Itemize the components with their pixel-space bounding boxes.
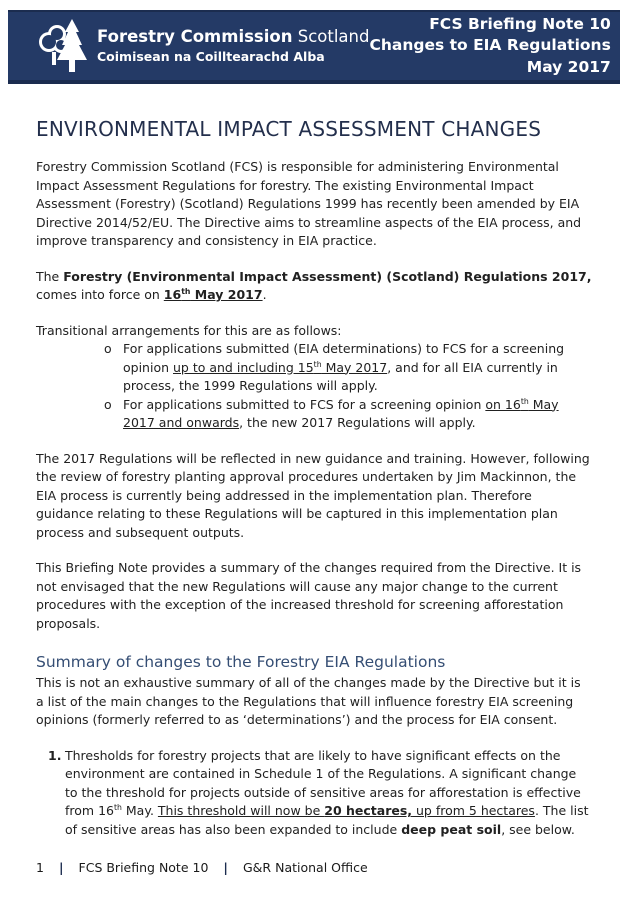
page-header: [8, 10, 620, 84]
summary-intro: This is not an exhaustive summary of all of the changes made by the Directive but it is a list of the main changes to the Regulations that will influence forestry EIA screening opinions (formerly referred to as ‘determinations’) and the process for EIA consent.: [36, 675, 581, 727]
changes-numbered-list: [36, 747, 592, 840]
page-footer: [36, 860, 368, 875]
item-number: 1.: [48, 747, 62, 763]
transitional-bullet-list: [36, 340, 592, 433]
doc-info: [369, 14, 610, 78]
document-body: [0, 117, 628, 839]
org-name-line: [97, 27, 369, 48]
fcs-logo: [36, 18, 369, 74]
list-item-text: For applications submitted to FCS for a screening opinion on 16th May 2017 and onwards, the new 2017 Regulations will apply.: [123, 396, 559, 430]
page-number: 1: [36, 860, 44, 875]
footer-separator: |: [223, 860, 228, 875]
briefing-paragraph: This Briefing Note provides a summary of the changes required from the Directive. It is not envisaged that the new Regulations will cause any major change to the current procedures with the exception of the increased threshold for screening afforestation proposals.: [36, 560, 582, 631]
intro-paragraph: Forestry Commission Scotland (FCS) is responsible for administering Environmental Impact Assessment Regulations for forestry. The existing Environmental Impact Assessment (Forestry) (Scotland) Regulations 1999 has recently been amended by EIA Directive 2014/52/EU. The Directive aims to streamline aspects of the EIA process, and improve transparency and consistency in EIA practice.: [36, 159, 582, 248]
numbered-item-text: Thresholds for forestry projects that are likely to have significant effects on the environment are contained in Schedule 1 of the Regulations. A significant change to the threshold for projects outside of sensitive areas for afforestation is effective from 16th May. This threshold will now be 20 hectares, up from 5 hectares. The list of sensitive areas has also been expanded to include deep peat soil, see below.: [65, 747, 589, 837]
bullet-marker: o: [104, 396, 112, 412]
list-item: [104, 340, 568, 396]
doc-info-line-1: FCS Briefing Note 10: [429, 14, 611, 33]
bullet-marker: o: [104, 341, 112, 356]
list-item: [104, 396, 568, 433]
org-name: Forestry Commission: [97, 27, 293, 47]
guidance-paragraph: The 2017 Regulations will be reflected in new guidance and training. However, following the review of forestry planting approval procedures undertaken by Jim Mackinnon, the EIA process is currently being addressed in the implementation plan. Therefore guidance relating to these Regulations will be captured in this implementation plan process and subsequent outputs.: [36, 450, 590, 540]
section-heading: Summary of changes to the Forestry EIA Regulations: [36, 653, 446, 671]
numbered-item: [48, 747, 592, 840]
doc-info-line-2: Changes to EIA Regulations: [369, 36, 611, 55]
footer-separator: |: [58, 860, 64, 875]
trees-logo-icon: [36, 18, 88, 74]
brand-text: [97, 27, 369, 64]
org-gaelic-name: Coimisean na Coilltearachd Alba: [97, 49, 325, 64]
transitional-intro: Transitional arrangements for this are as follows:: [36, 322, 342, 338]
doc-info-line-3: May 2017: [526, 57, 611, 76]
list-item-text: For applications submitted (EIA determinations) to FCS for a screening opinion up to and including 15th May 2017, and for all EIA currently in process, the 1999 Regulations will apply.: [123, 341, 565, 393]
org-region: Scotland: [297, 27, 370, 47]
footer-office-label: G&R National Office: [243, 860, 368, 875]
page-title: ENVIRONMENTAL IMPACT ASSESSMENT CHANGES: [36, 117, 542, 141]
footer-note-label: FCS Briefing Note 10: [78, 860, 209, 875]
force-paragraph: The Forestry (Environmental Impact Assessment) (Scotland) Regulations 2017, comes into force on 16th May 2017.: [36, 268, 592, 302]
